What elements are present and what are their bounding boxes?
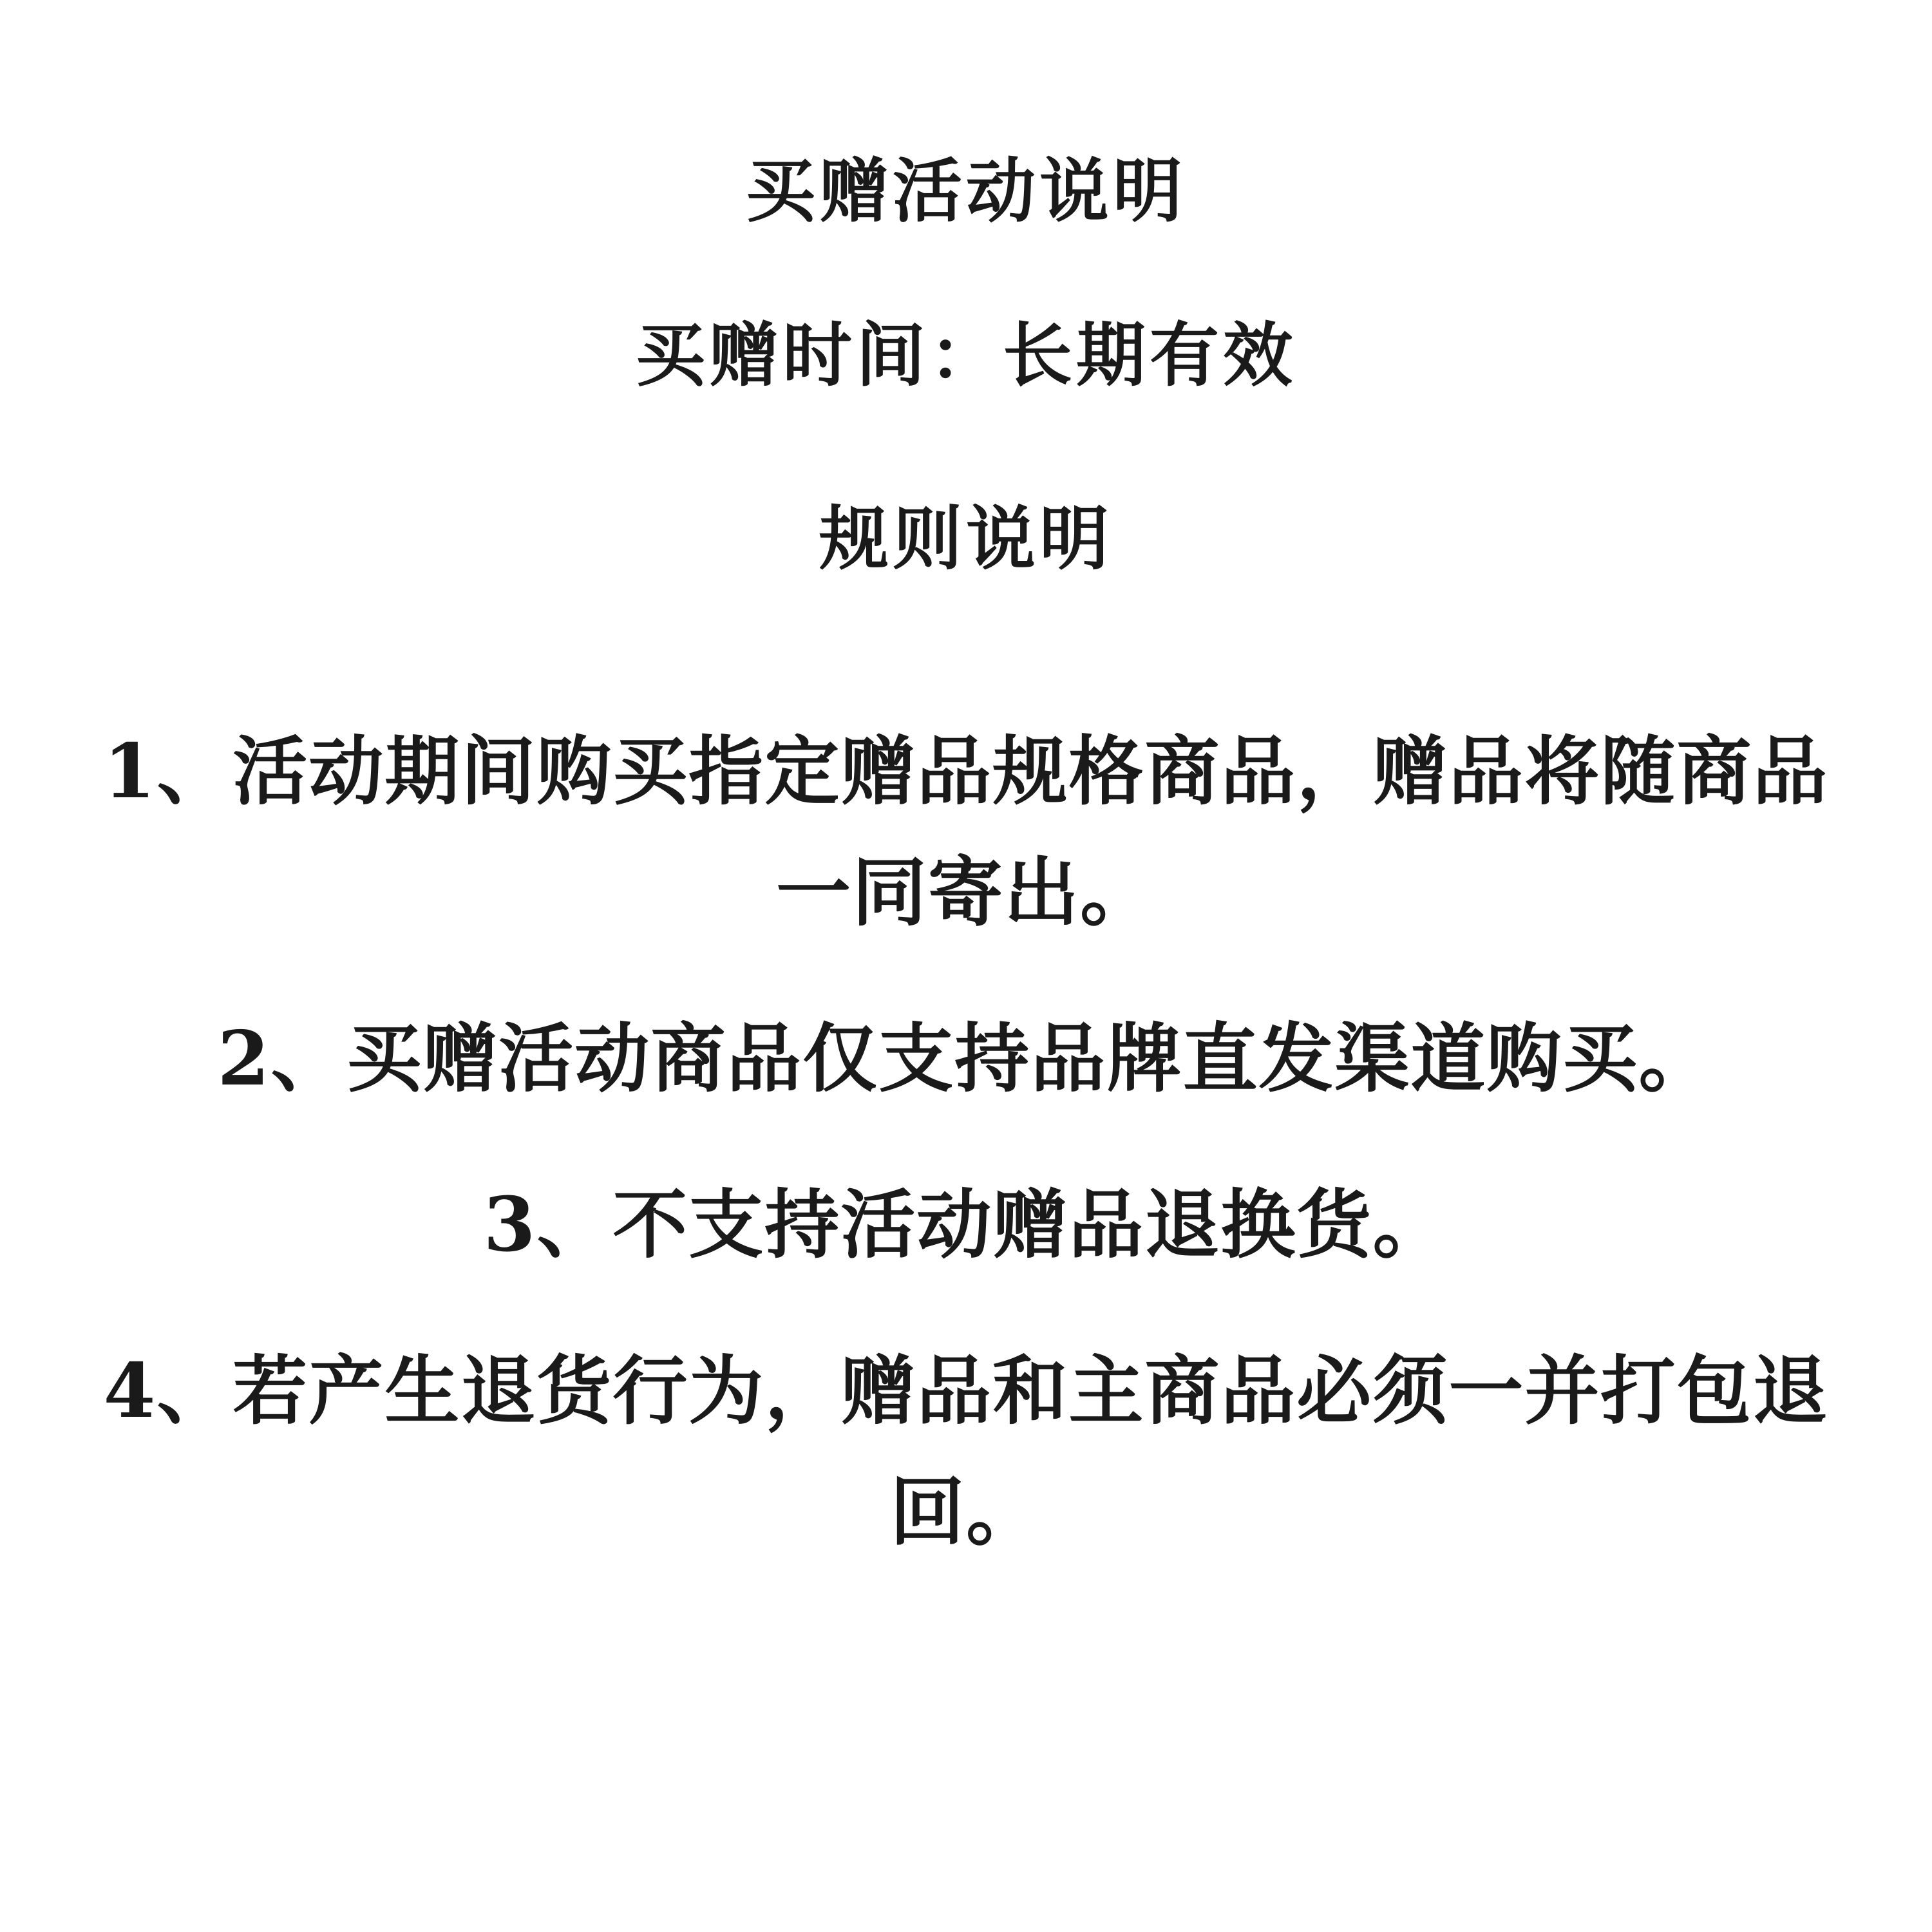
rules-section-heading: 规则说明 — [819, 498, 1113, 580]
list-item: 2、买赠活动商品仅支持品牌直发渠道购买。 — [217, 1014, 1715, 1103]
rules-list — [84, 712, 1848, 1573]
list-item: 1、活动期间购买指定赠品规格商品，赠品将随商品一同寄出。 — [103, 728, 1829, 936]
activity-period-subtitle: 买赠时间：长期有效 — [635, 315, 1296, 396]
list-item: 3、不支持活动赠品退换货。 — [483, 1180, 1449, 1269]
list-item: 4、若产生退货行为，赠品和主商品必须一并打包退回。 — [103, 1347, 1829, 1556]
page-title: 买赠活动说明 — [745, 151, 1186, 232]
